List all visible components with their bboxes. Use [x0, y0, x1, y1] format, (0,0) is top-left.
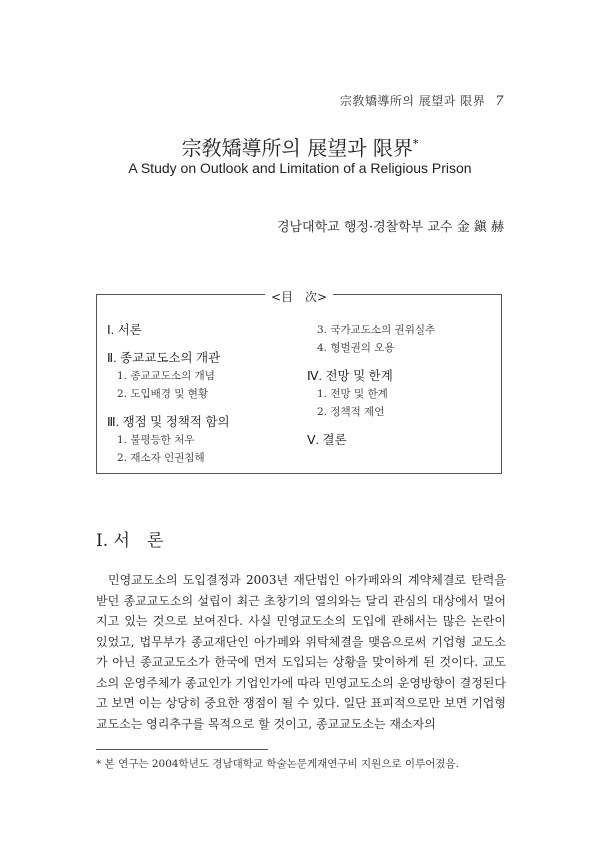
- toc-section: Ⅲ. 쟁점 및 정책적 함의: [107, 415, 230, 429]
- toc-section: Ⅴ. 결론: [307, 433, 347, 447]
- toc-item: 2. 정책적 제언: [317, 406, 385, 418]
- section-heading: I. 서 론: [96, 531, 164, 551]
- paper-title: [0, 132, 600, 161]
- body-text: [96, 570, 506, 734]
- body-paragraph: 민영교도소의 도입결정과 2003년 재단법인 아가페와의 계약체결로 탄력을 받던 종교교도소의 설립이 최근 초창기의 열의와는 달리 관심의 대상에서 멀어지고 있는 것으로 보여진다. 사실 민영교도소의 도입에 관해서는 많은 논란이 있었고, 법무부가 종교재단인 아가페와 위탁체결을 맺음으로써 기업형 교도소가 아닌 종교교도소가 한국에 먼저 도입되는 상황을 맞이하게 된 것이다. 교도소의 운영주체가 종교인가 기업인가에 따라 민영교도소의 운영방향이 결정된다고 보면 이는 상당히 중요한 쟁점이 될 수 있다. 일단 표피적으로만 보면 기업형 교도소는 영리추구를 목적으로 할 것이고, 종교교도소는 재소자의: [96, 573, 506, 731]
- toc-item: 3. 국가교도소의 권위실추: [317, 324, 436, 336]
- toc-section: Ⅰ. 서론: [107, 323, 142, 337]
- title-footnote-marker: *: [412, 137, 419, 151]
- footnote: * 본 연구는 2004학년도 경남대학교 학술논문게재연구비 지원으로 이루어졌음.: [96, 758, 459, 770]
- toc-item: 2. 재소자 인권침해: [117, 452, 205, 464]
- toc-item: 4. 형벌권의 오용: [317, 342, 395, 354]
- author-line: 경남대학교 행정·경찰학부 교수 金 鎭 赫: [276, 220, 504, 235]
- toc-item: 1. 전망 및 한계: [317, 388, 388, 400]
- toc-item: 2. 도입배경 및 현황: [117, 388, 209, 400]
- running-head: [340, 92, 504, 109]
- title-main: 宗敎矯導所의 展望과 限界: [181, 136, 413, 160]
- table-of-contents: [96, 290, 502, 474]
- toc-right-column: [307, 321, 497, 449]
- running-head-text: 宗敎矯導所의 展望과 限界: [339, 94, 486, 108]
- toc-caption: <目 次>: [265, 290, 333, 304]
- toc-section: Ⅱ. 종교교도소의 개관: [107, 351, 221, 365]
- page-number: 7: [495, 94, 504, 109]
- toc-caption-wrap: [97, 286, 501, 305]
- toc-left-column: [107, 321, 307, 467]
- toc-item: 1. 불평등한 처우: [117, 434, 195, 446]
- toc-section: Ⅳ. 전망 및 한계: [307, 369, 393, 383]
- footnote-divider: [96, 749, 268, 750]
- paper-subtitle: A Study on Outlook and Limitation of a Religious Prison: [128, 160, 472, 176]
- toc-item: 1. 종교교도소의 개념: [117, 370, 215, 382]
